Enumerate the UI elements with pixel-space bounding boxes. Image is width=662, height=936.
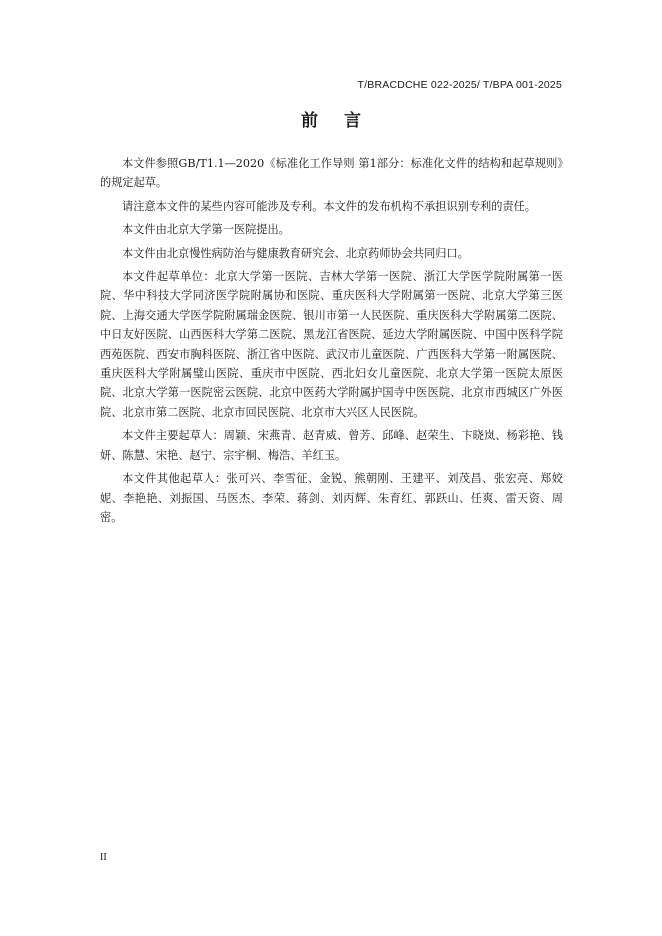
paragraph-drafting-basis: 本文件参照GB/T1.1—2020《标准化工作导则 第1部分：标准化文件的结构和起草规则》的规定起草。 xyxy=(100,157,563,190)
paragraph-main-drafters: 本文件主要起草人：周颖、宋燕青、赵青威、曾芳、邱峰、赵荣生、卞晓岚、杨彩艳、钱妍、陈慧、宋艳、赵宁、宗宇桐、梅浩、羊红玉。 xyxy=(100,429,563,462)
paragraph-patent-notice: 请注意本文件的某些内容可能涉及专利。本文件的发布机构不承担识别专利的责任。 xyxy=(122,199,536,213)
page-title: 前言 xyxy=(301,111,387,131)
paragraph-administrator: 本文件由北京慢性病防治与健康教育研究会、北京药师协会共同归口。 xyxy=(122,246,469,260)
document-code: T/BRACDCHE 022-2025/ T/BPA 001-2025 xyxy=(357,79,562,91)
page-number: II xyxy=(100,852,107,863)
paragraph-proposer: 本文件由北京大学第一医院提出。 xyxy=(122,223,290,237)
paragraph-other-drafters: 本文件其他起草人：张可兴、李雪征、金锐、熊朝刚、王建平、刘茂昌、张宏亮、郑姣妮、李艳艳、刘振国、马医杰、李荣、蒋剑、刘丙辉、朱育红、郭跃山、任爽、雷天资、周密。 xyxy=(100,472,563,524)
paragraph-drafting-units: 本文件起草单位：北京大学第一医院、吉林大学第一医院、浙江大学医学院附属第一医院、华中科技大学同济医学院附属协和医院、重庆医科大学附属第一医院、北京大学第三医院、上海交通大学医学院附属瑞金医院、银川市第一人民医院、重庆医科大学附属第二医院、中日友好医院、山西医科大学第二医院、黑龙江省医院、延边大学附属医院、中国中医科学院西苑医院、西安市胸科医院、浙江省中医院、武汉市儿童医院、广西医科大学第一附属医院、重庆医科大学附属璧山医院、重庆市中医院、西北妇女儿童医院、北京大学第一医院太原医院、北京大学第一医院密云医院、北京中医药大学附属护国寺中医医院、北京市西城区广外医院、北京市第二医院、北京市回民医院、北京市大兴区人民医院。 xyxy=(100,270,563,419)
foreword-body xyxy=(100,154,563,531)
